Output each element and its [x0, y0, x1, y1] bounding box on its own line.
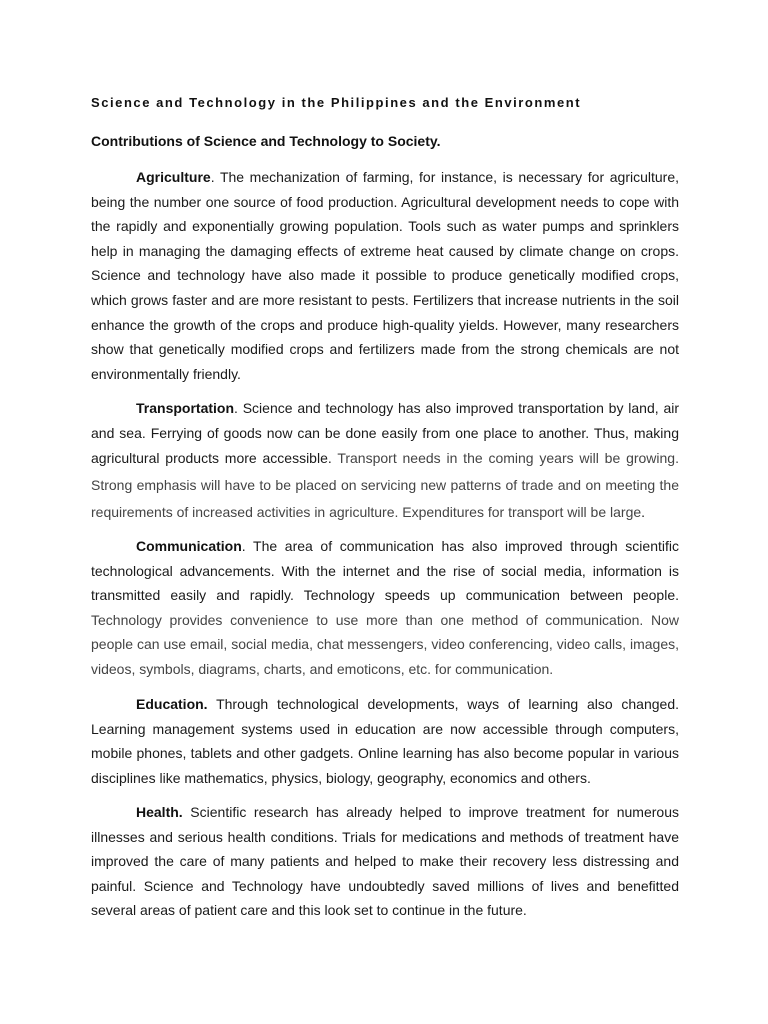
body-transportation: . Science and technology has also improved transportation by land, air and sea. Ferrying of goods now can be done easily from one place to another. Thus, making agricultural products more accessible. — [91, 400, 679, 467]
paragraph-health — [91, 800, 679, 923]
paragraph-transportation — [91, 396, 679, 526]
paragraph-education — [91, 692, 679, 790]
body-communication-gray: Technology provides convenience to use more than one method of communication. Now people can use email, social media, chat messengers, video conferencing, video calls, images, videos, symbols, diagrams, charts, and emoticons, etc. for communication. — [91, 611, 679, 677]
term-education: Education. — [136, 696, 208, 712]
term-agriculture: Agriculture — [136, 169, 211, 185]
term-health: Health. — [136, 804, 183, 820]
body-health: Scientific research has already helped to improve treatment for numerous illnesses and serious health conditions. Trials for medications and methods of treatment have improved the care of many patients and helped to make their recovery less distressing and painful. Science and Technology have undoubtedly saved millions of lives and benefitted several areas of patient care and this look set to continue in the future. — [91, 804, 679, 919]
term-transportation: Transportation — [136, 400, 235, 416]
body-transportation-end: . — [641, 504, 646, 521]
body-agriculture: . The mechanization of farming, for instance, is necessary for agriculture, being the number one source of food production. Agricultural development needs to cope with the rapidly and exponentially growing population. Tools such as water pumps and sprinklers help in managing the damaging effects of extreme heat caused by climate change on crops. Science and technology have also made it possible to produce genetically modified crops, which grows faster and are more resistant to pests. Fertilizers that increase nutrients in the soil enhance the growth of the crops and produce high-quality yields. However, many researchers show that genetically modified crops and fertilizers made from the strong chemicals are not environmentally friendly. — [91, 169, 679, 382]
document-title: Science and Technology in the Philippines and the Environment — [91, 95, 582, 110]
term-communication: Communication — [136, 538, 242, 554]
paragraph-communication — [91, 534, 679, 682]
section-subtitle: Contributions of Science and Technology to Society. — [91, 133, 441, 149]
body-education: Through technological developments, ways of learning also changed. Learning management systems used in education are now accessible through computers, mobile phones, tablets and other gadgets. Online learning has also become popular in various disciplines like mathematics, physics, biology, geography, economics and others. — [91, 696, 679, 786]
body-communication: . The area of communication has also improved through scientific technological advancements. With the internet and the rise of social media, information is transmitted easily and rapidly. Technology speeds up communication between people. — [91, 538, 679, 604]
paragraph-agriculture — [91, 165, 679, 386]
body-transportation-gray: Transport needs in the coming years will be growing. Strong emphasis will have to be placed on servicing new patterns of trade and on meeting the requirements of increased activities in agriculture. Expenditures for transport will be large — [91, 450, 679, 521]
